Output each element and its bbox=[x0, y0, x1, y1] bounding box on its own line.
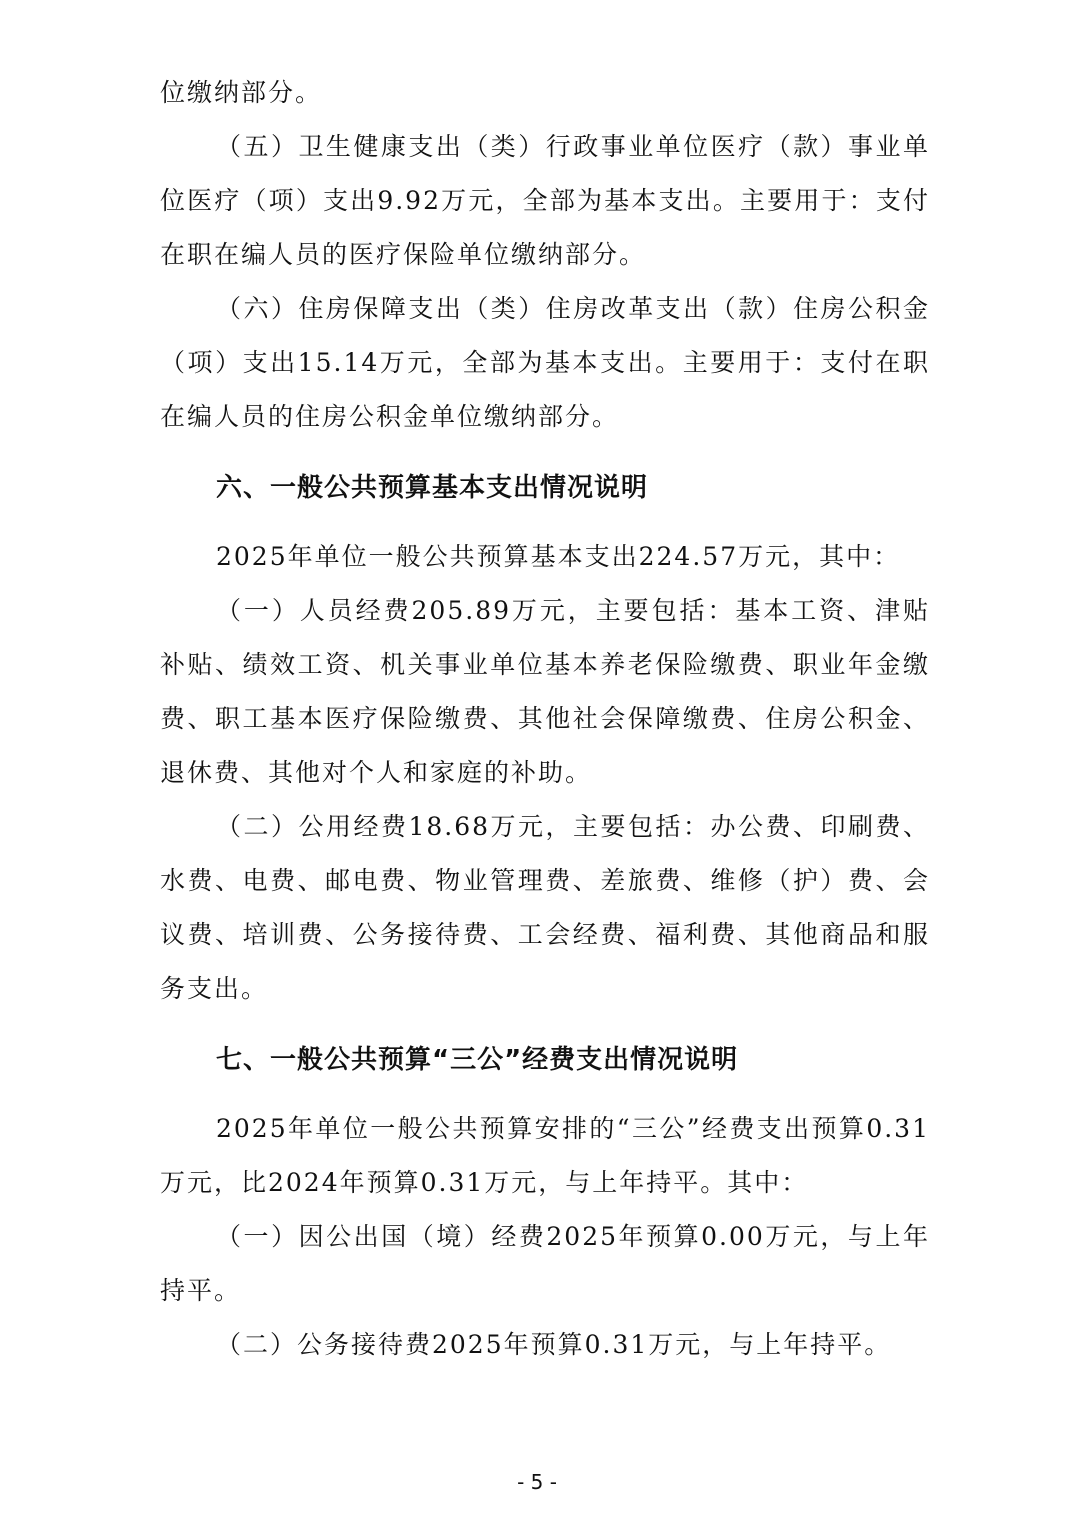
document-body bbox=[160, 66, 930, 1372]
paragraph-three-public-summary: 2025年单位一般公共预算安排的“三公”经费支出预算0.31万元，比2024年预算0.31万元，与上年持平。其中： bbox=[160, 1114, 930, 1197]
paragraph-public-expense: （二）公用经费18.68万元，主要包括：办公费、印刷费、水费、电费、邮电费、物业管理费、差旅费、维修（护）费、会议费、培训费、公务接待费、工会经费、福利费、其他商品和服务支出。 bbox=[160, 812, 930, 1003]
page-number: - 5 - bbox=[517, 1470, 557, 1494]
paragraph-continuation: 位缴纳部分。 bbox=[160, 78, 323, 107]
paragraph-overseas-travel: （一）因公出国（境）经费2025年预算0.00万元，与上年持平。 bbox=[160, 1222, 930, 1305]
section-heading-three-public: 七、一般公共预算“三公”经费支出情况说明 bbox=[216, 1045, 739, 1075]
paragraph-reception-expense: （二）公务接待费2025年预算0.31万元，与上年持平。 bbox=[216, 1330, 892, 1359]
paragraph-personnel-expense: （一）人员经费205.89万元，主要包括：基本工资、津贴补贴、绩效工资、机关事业单位基本养老保险缴费、职业年金缴费、职工基本医疗保险缴费、其他社会保障缴费、住房公积金、退休费、其他对个人和家庭的补助。 bbox=[160, 596, 930, 787]
paragraph-basic-expense-summary: 2025年单位一般公共预算基本支出224.57万元，其中： bbox=[216, 542, 901, 571]
paragraph-health-expense: （五）卫生健康支出（类）行政事业单位医疗（款）事业单位医疗（项）支出9.92万元，全部为基本支出。主要用于：支付在职在编人员的医疗保险单位缴纳部分。 bbox=[160, 132, 930, 269]
paragraph-housing-expense: （六）住房保障支出（类）住房改革支出（款）住房公积金（项）支出15.14万元，全部为基本支出。主要用于：支付在职在编人员的住房公积金单位缴纳部分。 bbox=[160, 294, 930, 431]
section-heading-basic-expense: 六、一般公共预算基本支出情况说明 bbox=[216, 473, 649, 503]
